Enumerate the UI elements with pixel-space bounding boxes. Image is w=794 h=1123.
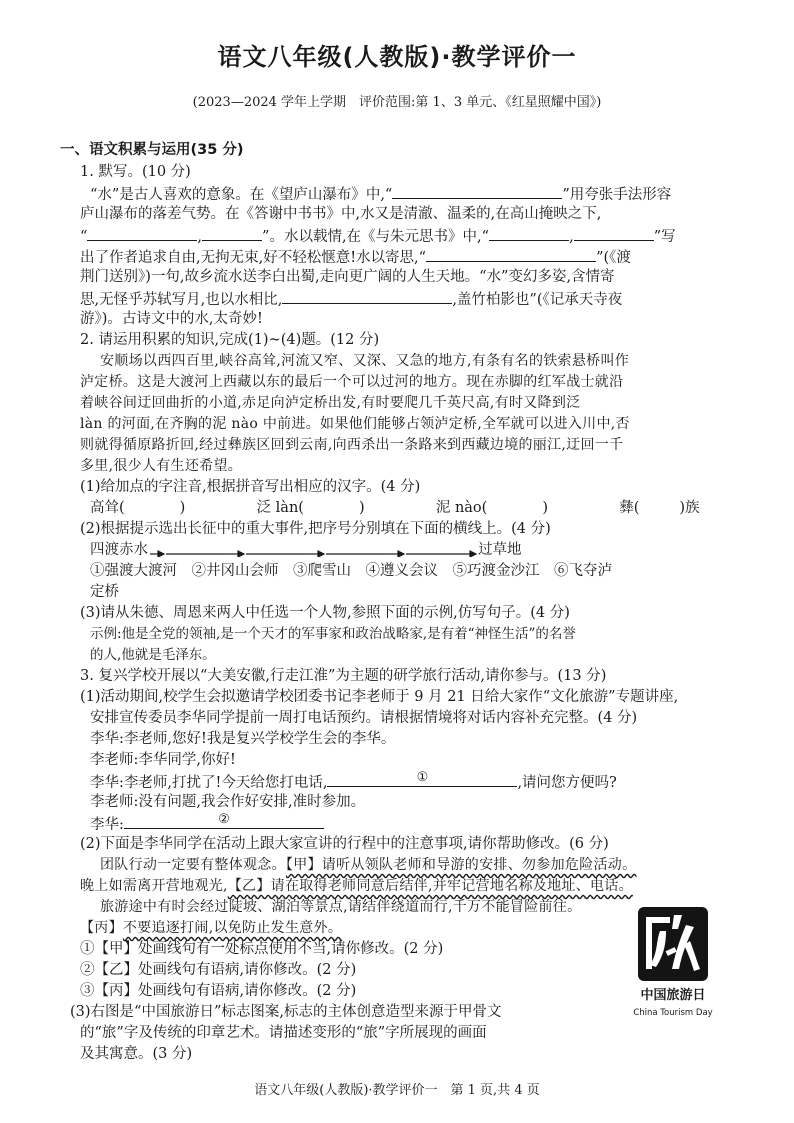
event-flow-arrows bbox=[148, 543, 478, 557]
answer-blank[interactable] bbox=[87, 225, 197, 241]
logo-chinese-text: 中国旅游日 bbox=[640, 988, 706, 1003]
page-title: 语文八年级(人教版)·教学评价一 bbox=[217, 43, 577, 71]
passage-line: làn 的河面,在齐胸的泥 nào 中前进。如果他们能够占领泸定桥,全军就可以进入川中,否 bbox=[80, 416, 630, 432]
dialogue-line: 李老师:李华同学,你好! bbox=[90, 752, 236, 768]
answer-blank[interactable] bbox=[574, 225, 654, 241]
china-tourism-day-logo bbox=[618, 905, 728, 1025]
q1-line: 庐山瀑布的落差气势。在《答谢中书书》中,水又是清澈、温柔的,在高山掩映之下, bbox=[80, 206, 602, 222]
q1-line: 出了作者追求自由,无拘无束,好不轻松惬意!水以寄思,“ ”(《渡 bbox=[80, 246, 735, 267]
event-flow-row: 四渡赤水 过草地 bbox=[90, 542, 522, 558]
passage-line: 多里,很少人有生还希望。 bbox=[80, 458, 243, 474]
answer-blank[interactable] bbox=[426, 246, 596, 262]
q1-line: 游》)。古诗文中的水,太奇妙! bbox=[80, 311, 263, 327]
passage-line: 着峡谷间迂回曲折的小道,赤足向泸定桥出发,有时要爬几千英尺高,有时又降到泛 bbox=[80, 395, 581, 411]
example-text: 示例:他是全党的领袖,是一个天才的军事家和政治战略家,是有着“神怪生活”的名誉 bbox=[90, 626, 576, 642]
dialogue-line: 李华:李老师,打扰了!今天给您打电话, ① ,请问您方便吗? bbox=[90, 770, 617, 791]
answer-blank[interactable] bbox=[202, 225, 262, 241]
q2-sub1: (1)给加点的字注音,根据拼音写出相应的汉字。(4 分) bbox=[80, 479, 421, 495]
notice-line: 旅游途中有时会经过陡坡、湖泊等景点,请结伴绕道而行,千万不能冒险前往。 bbox=[100, 899, 582, 915]
q3-sub3: 及其寓意。(3 分) bbox=[80, 1046, 193, 1062]
notice-line: 【丙】不要追逐打闹,以免防止发生意外。 bbox=[80, 920, 343, 936]
notice-line: 晚上如需离开营地观光,【乙】请在取得老师同意后结伴,并牢记营地名称及地址、电话。 bbox=[80, 878, 633, 894]
section-heading: 一、语文积累与运用(35 分) bbox=[60, 142, 244, 158]
q3-sub1: (1)活动期间,校学生会拟邀请学校团委书记李老师于 9 月 21 日给大家作“文化旅游”专题讲座, bbox=[80, 689, 679, 705]
dialogue-line: 李华: ② bbox=[80, 813, 735, 834]
tourism-logo-icon bbox=[636, 905, 710, 983]
event-options: ①强渡大渡河 ②井冈山会师 ③爬雪山 ④遵义会议 ⑤巧渡金沙江 ⑥飞夺泸 bbox=[90, 563, 612, 579]
q1-line: “ , ”。水以载情,在《与朱元思书》中,“ , ”写 bbox=[80, 225, 735, 246]
passage-line: 安顺场以西四百里,峡谷高耸,河流又窄、又深、又急的地方,有条有名的铁索悬桥叫作 bbox=[100, 353, 630, 369]
revise-item: ①【甲】处画线句有一处标点使用不当,请你修改。(2 分) bbox=[80, 941, 444, 957]
dialogue-line: 李老师:没有问题,我会作好安排,准时参加。 bbox=[90, 794, 366, 810]
answer-blank[interactable] bbox=[392, 183, 562, 199]
q3-sub3: 的“旅”字及传统的印章艺术。请描述变形的“旅”字所展现的画面 bbox=[80, 1025, 487, 1041]
q2-heading: 2. 请运用积累的知识,完成(1)~(4)题。(12 分) bbox=[80, 332, 380, 348]
event-options: 定桥 bbox=[90, 584, 119, 600]
q1-heading: 1. 默写。(10 分) bbox=[80, 164, 191, 180]
answer-blank[interactable] bbox=[489, 225, 569, 241]
passage-line: 则就得循原路折回,经过彝族区回到云南,向西杀出一条路来到西藏边境的丽江,迂回一千 bbox=[80, 437, 624, 453]
q2-sub3: (3)请从朱德、周恩来两人中任选一个人物,参照下面的示例,仿写句子。(4 分) bbox=[80, 605, 570, 621]
answer-blank-2[interactable]: ② bbox=[124, 813, 324, 829]
answer-blank-1[interactable]: ① bbox=[327, 771, 517, 787]
q1-line: “水”是古人喜欢的意象。在《望庐山瀑布》中,“ ”用夸张手法形容 bbox=[80, 183, 735, 204]
pinyin-row: 高耸( ) 泛 làn( ) 泥 nào( ) 彝( )族 bbox=[90, 500, 700, 516]
dialogue-line: 李华:李老师,您好!我是复兴学校学生会的李华。 bbox=[90, 731, 396, 747]
revise-item: ②【乙】处画线句有语病,请你修改。(2 分) bbox=[80, 962, 357, 978]
q3-sub2: (2)下面是李华同学在活动上跟大家宣讲的行程中的注意事项,请你帮助修改。(6 分) bbox=[80, 836, 609, 852]
page-subtitle: (2023—2024 学年上学期 评价范围:第 1、3 单元、《红星照耀中国》) bbox=[192, 95, 602, 110]
q1-line: 思,无怪乎苏轼写月,也以水相比, ,盖竹柏影也”(《记承天寺夜 bbox=[80, 288, 735, 309]
example-text: 的人,他就是毛泽东。 bbox=[90, 647, 216, 663]
page-footer: 语文八年级(人教版)·教学评价一 第 1 页,共 4 页 bbox=[254, 1083, 540, 1098]
q3-sub1: 安排宣传委员李华同学提前一周打电话预约。请根据情境将对话内容补充完整。(4 分) bbox=[90, 710, 638, 726]
revise-item: ③【丙】处画线句有语病,请你修改。(2 分) bbox=[80, 983, 357, 999]
q1-line: 荆门送别》)一句,故乡流水送李白出蜀,走向更广阔的人生天地。“水”变幻多姿,含情寄 bbox=[80, 269, 615, 285]
q3-heading: 3. 复兴学校开展以“大美安徽,行走江淮”为主题的研学旅行活动,请你参与。(13 分) bbox=[80, 668, 607, 684]
q2-sub2: (2)根据提示选出长征中的重大事件,把序号分别填在下面的横线上。(4 分) bbox=[80, 521, 551, 537]
q3-sub3: (3)右图是“中国旅游日”标志图案,标志的主体创意造型来源于甲骨文 bbox=[70, 1004, 502, 1020]
answer-blank[interactable] bbox=[282, 288, 452, 304]
notice-line: 团队行动一定要有整体观念。【甲】请听从领队老师和导游的安排、勿参加危险活动。 bbox=[100, 857, 637, 873]
logo-english-text: China Tourism Day bbox=[633, 1008, 713, 1018]
passage-line: 泸定桥。这是大渡河上西藏以东的最后一个可以过河的地方。现在赤脚的红军战士就沿 bbox=[80, 374, 624, 390]
